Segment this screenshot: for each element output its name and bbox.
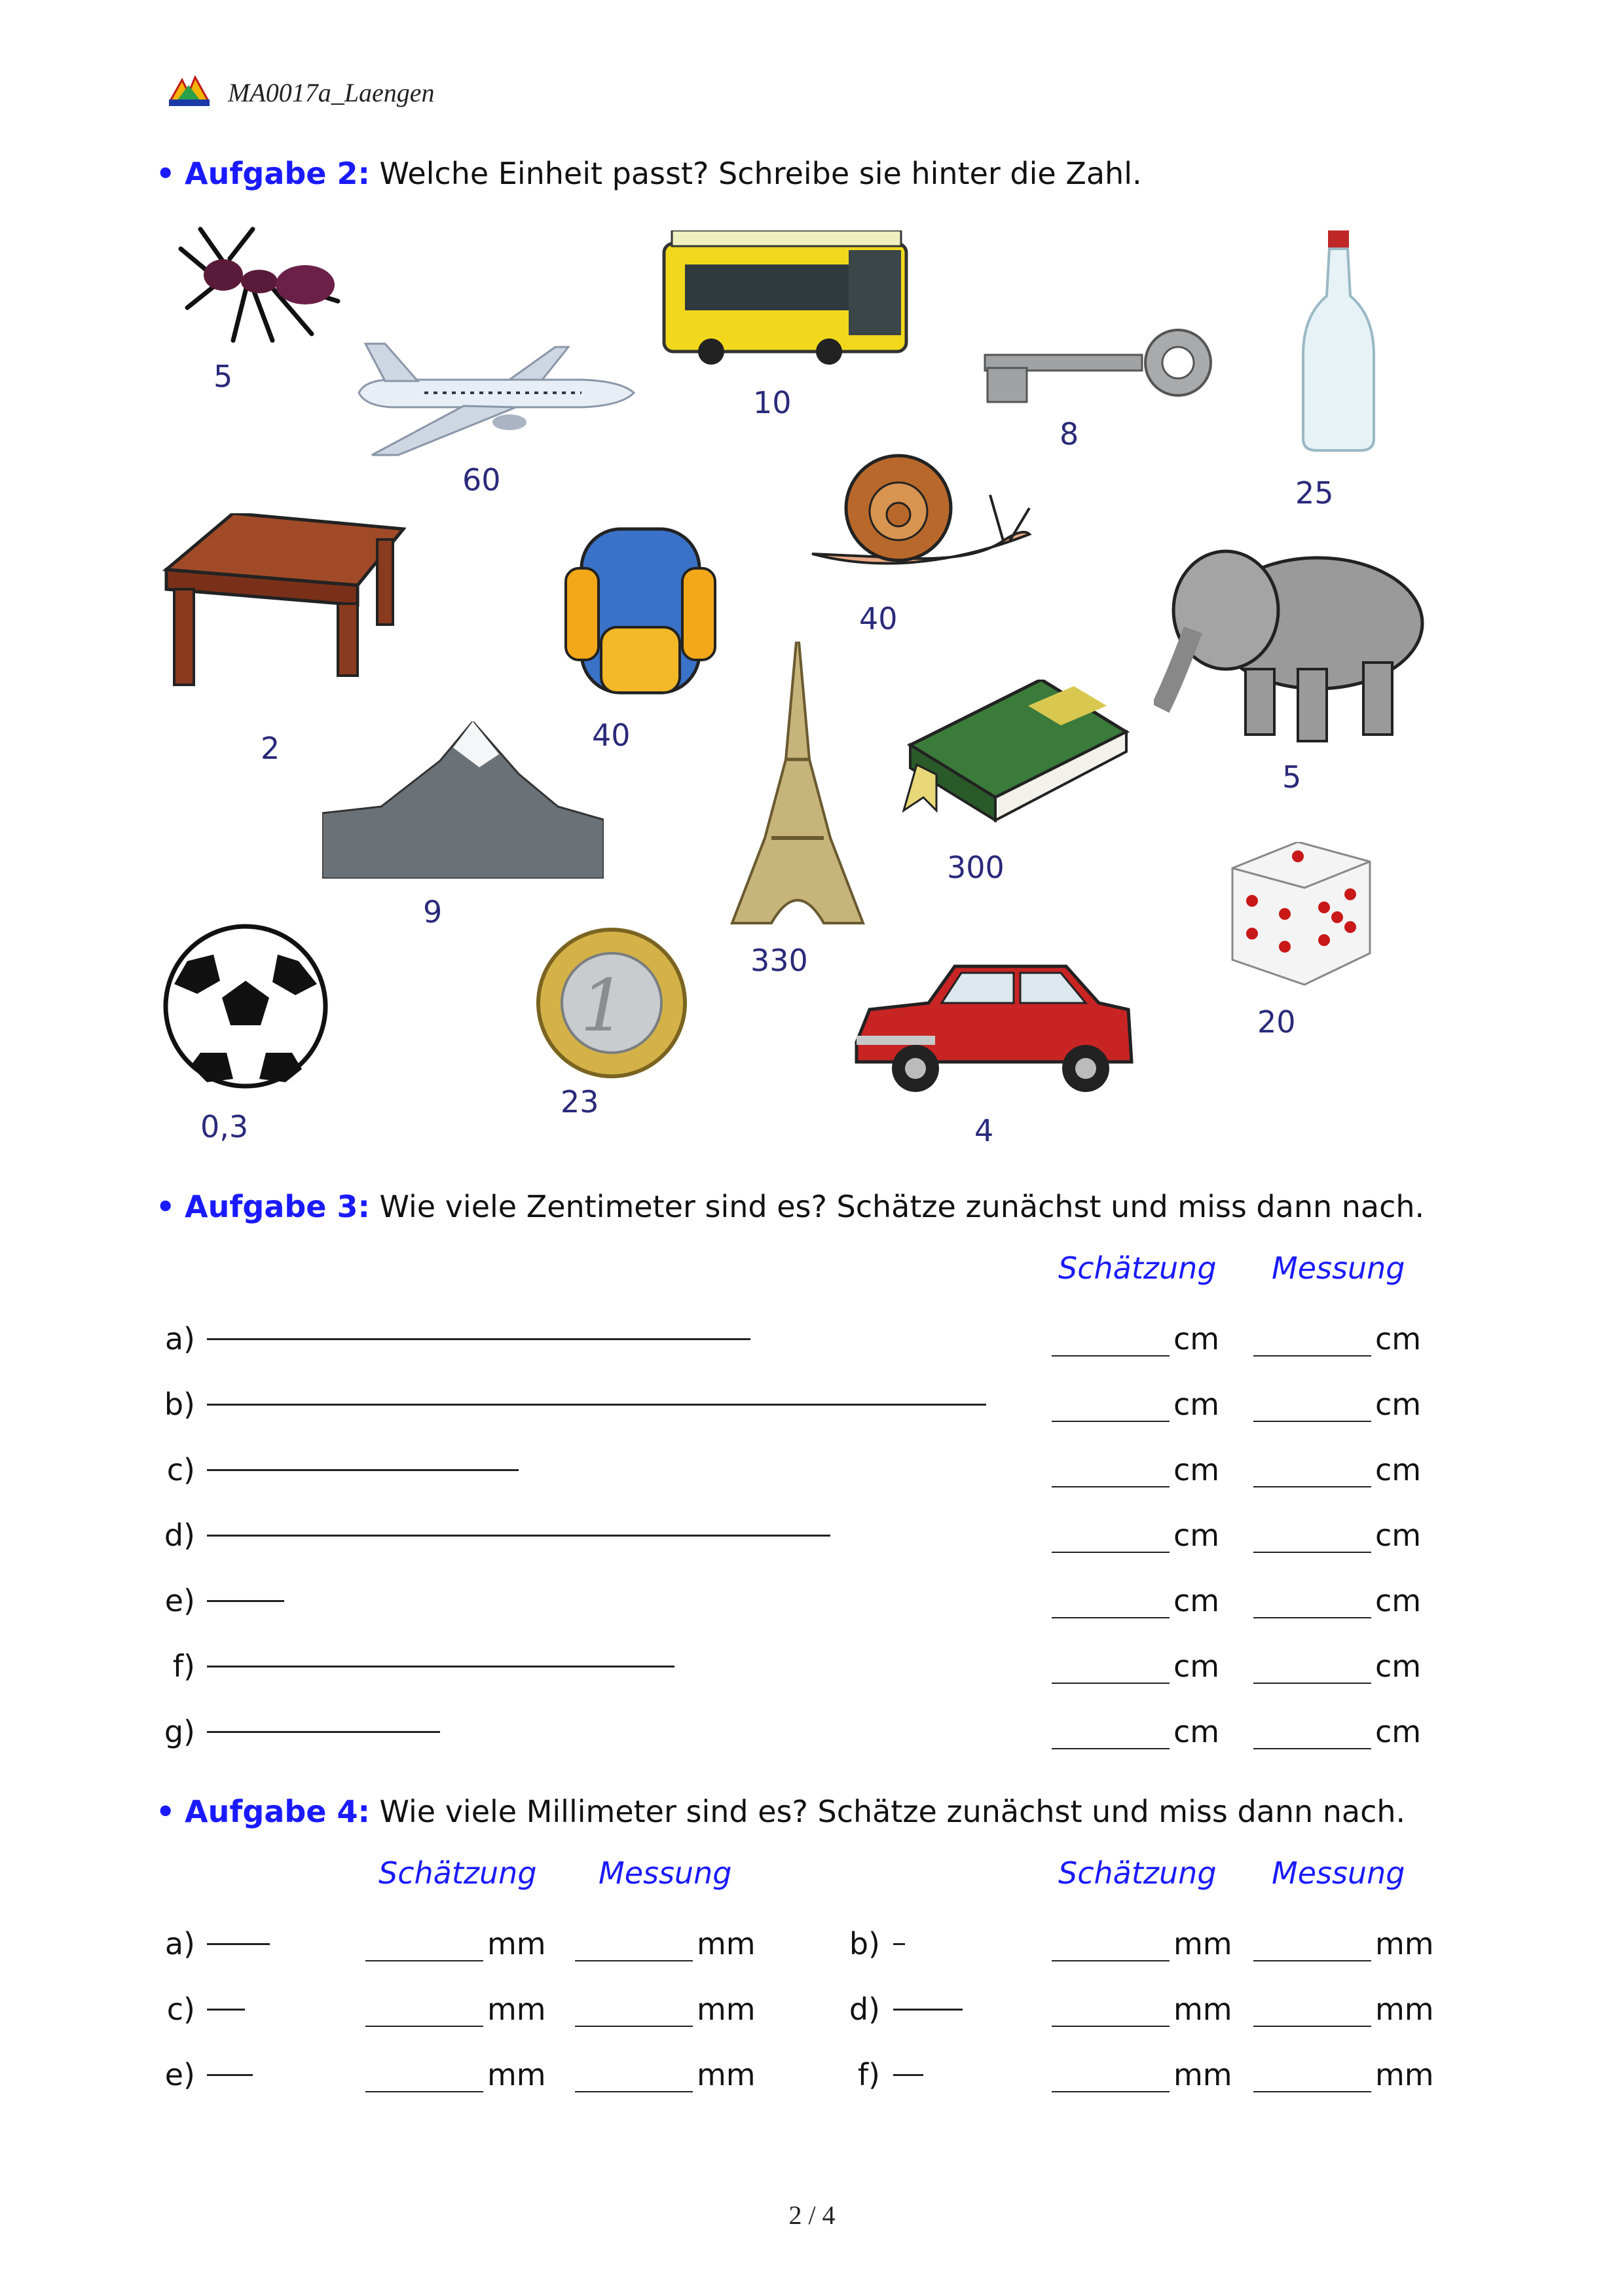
answer-blank[interactable] xyxy=(1253,1421,1371,1422)
unit-label: mm xyxy=(1173,2057,1232,2092)
car-number: 4 xyxy=(974,1113,994,1148)
line-4b xyxy=(893,1943,905,1945)
answer-blank[interactable] xyxy=(365,2091,483,2092)
answer-blank[interactable] xyxy=(575,2026,693,2027)
unit-label: cm xyxy=(1173,1452,1220,1487)
unit-label: mm xyxy=(487,1926,546,1961)
unit-label: cm xyxy=(1375,1714,1422,1749)
backpack-number: 40 xyxy=(592,718,631,753)
answer-blank[interactable] xyxy=(1253,1552,1371,1553)
line-f xyxy=(207,1666,674,1667)
mountain-number: 9 xyxy=(423,894,443,930)
elephant-number: 5 xyxy=(1282,759,1302,795)
line-4c xyxy=(207,2009,245,2011)
task4-label: Aufgabe 4: xyxy=(185,1794,370,1829)
task3-label: Aufgabe 3: xyxy=(185,1189,370,1224)
row-label: b) xyxy=(164,1387,195,1422)
task4-right-col-measure: Messung xyxy=(1272,1855,1405,1891)
table-picture xyxy=(161,513,406,686)
answer-blank[interactable] xyxy=(575,2091,693,2092)
dice-number: 20 xyxy=(1257,1004,1296,1040)
answer-blank[interactable] xyxy=(1253,1486,1371,1487)
answer-blank[interactable] xyxy=(1253,2091,1371,2092)
task4-left-col-measure: Messung xyxy=(599,1855,732,1891)
line-d xyxy=(207,1535,830,1537)
unit-label: cm xyxy=(1375,1518,1422,1553)
row-label: e) xyxy=(164,1583,195,1618)
bottle-number: 25 xyxy=(1295,475,1334,511)
unit-label: cm xyxy=(1375,1649,1422,1684)
answer-blank[interactable] xyxy=(575,1960,693,1961)
task4-instruction: Wie viele Millimeter sind es? Schätze zunächst und miss dann nach. xyxy=(379,1794,1406,1829)
task4-right-col-estimate: Schätzung xyxy=(1058,1855,1217,1891)
bottle-picture xyxy=(1298,230,1379,453)
book-picture xyxy=(897,680,1130,825)
answer-blank[interactable] xyxy=(1052,1355,1170,1357)
unit-label: mm xyxy=(697,1926,756,1961)
unit-label: mm xyxy=(487,1992,546,2027)
snail-picture xyxy=(807,449,1037,580)
unit-label: mm xyxy=(697,2057,756,2092)
line-g xyxy=(207,1731,440,1733)
unit-label: cm xyxy=(1173,1387,1220,1422)
answer-blank[interactable] xyxy=(1253,2026,1371,2027)
row-label: c) xyxy=(166,1452,195,1487)
line-a xyxy=(207,1338,750,1340)
line-c xyxy=(207,1469,519,1471)
answer-blank[interactable] xyxy=(1052,2026,1170,2027)
airplane-number: 60 xyxy=(462,462,501,498)
unit-label: cm xyxy=(1173,1583,1220,1618)
task3-col-measure: Messung xyxy=(1272,1250,1405,1286)
answer-blank[interactable] xyxy=(1052,1748,1170,1749)
row-label: c) xyxy=(166,1992,195,2027)
answer-blank[interactable] xyxy=(1253,1355,1371,1357)
unit-label: cm xyxy=(1375,1452,1422,1487)
task3-col-estimate: Schätzung xyxy=(1058,1250,1217,1286)
unit-label: mm xyxy=(1173,1926,1232,1961)
row-label: f) xyxy=(172,1649,195,1684)
row-label: e) xyxy=(164,2057,195,2092)
unit-label: cm xyxy=(1375,1321,1422,1357)
coin-number: 23 xyxy=(561,1084,599,1120)
airplane-picture xyxy=(346,340,640,458)
backpack-picture xyxy=(562,516,718,706)
answer-blank[interactable] xyxy=(1052,1960,1170,1961)
answer-blank[interactable] xyxy=(1052,2091,1170,2092)
line-4f xyxy=(893,2074,923,2076)
unit-label: mm xyxy=(487,2057,546,2092)
line-4e xyxy=(207,2074,253,2076)
document-title: MA0017a_Laengen xyxy=(228,78,435,107)
football-picture xyxy=(161,922,330,1091)
eiffel-tower-number: 330 xyxy=(750,943,808,978)
ant-picture xyxy=(161,223,351,347)
task2-instruction: Welche Einheit passt? Schreibe sie hinter die Zahl. xyxy=(379,156,1142,191)
row-label: d) xyxy=(164,1518,195,1553)
task3-instruction: Wie viele Zentimeter sind es? Schätze zunächst und miss dann nach. xyxy=(379,1189,1425,1224)
row-label: a) xyxy=(164,1321,195,1357)
unit-label: mm xyxy=(1375,2057,1434,2092)
answer-blank[interactable] xyxy=(1253,1748,1371,1749)
ant-number: 5 xyxy=(213,359,233,394)
book-number: 300 xyxy=(947,850,1005,885)
row-label: a) xyxy=(164,1926,195,1961)
car-picture xyxy=(850,957,1135,1099)
unit-label: cm xyxy=(1173,1321,1220,1357)
unit-label: mm xyxy=(1375,1926,1434,1961)
line-e xyxy=(207,1600,284,1602)
answer-blank[interactable] xyxy=(1253,1683,1371,1684)
unit-label: cm xyxy=(1375,1387,1422,1422)
line-4d xyxy=(893,2009,963,2011)
row-label: d) xyxy=(849,1992,880,2027)
task2-label: Aufgabe 2: xyxy=(185,156,370,191)
mountain-picture xyxy=(322,721,604,879)
row-label: g) xyxy=(164,1714,195,1749)
key-picture xyxy=(978,325,1221,409)
answer-blank[interactable] xyxy=(1052,1552,1170,1553)
lernwelt-logo xyxy=(168,73,211,107)
football-number: 0,3 xyxy=(200,1109,249,1144)
bullet: • xyxy=(156,1189,175,1224)
key-number: 8 xyxy=(1060,416,1079,452)
task4-left-col-estimate: Schätzung xyxy=(378,1855,537,1891)
bullet: • xyxy=(156,1794,175,1829)
bus-number: 10 xyxy=(753,385,792,420)
unit-label: mm xyxy=(697,1992,756,2027)
answer-blank[interactable] xyxy=(1052,1683,1170,1684)
table-number: 2 xyxy=(261,731,280,766)
answer-blank[interactable] xyxy=(1253,1617,1371,1618)
unit-label: mm xyxy=(1173,1992,1232,2027)
unit-label: cm xyxy=(1173,1649,1220,1684)
answer-blank[interactable] xyxy=(1253,1960,1371,1961)
answer-blank[interactable] xyxy=(1052,1421,1170,1422)
eiffel-tower-picture xyxy=(726,642,870,930)
unit-label: mm xyxy=(1375,1992,1434,2027)
unit-label: cm xyxy=(1173,1518,1220,1553)
elephant-picture xyxy=(1154,538,1434,746)
svg-text:1: 1 xyxy=(580,964,626,1048)
snail-number: 40 xyxy=(859,601,898,636)
task2-heading xyxy=(156,156,1142,191)
answer-blank[interactable] xyxy=(365,1960,483,1961)
dice-picture xyxy=(1226,842,1375,986)
unit-label: cm xyxy=(1375,1583,1422,1618)
answer-blank[interactable] xyxy=(1052,1617,1170,1618)
answer-blank[interactable] xyxy=(365,2026,483,2027)
bus-picture xyxy=(659,230,914,367)
line-b xyxy=(207,1404,986,1406)
unit-label: cm xyxy=(1173,1714,1220,1749)
answer-blank[interactable] xyxy=(1052,1486,1170,1487)
row-label: f) xyxy=(857,2057,880,2092)
bullet: • xyxy=(156,156,175,191)
line-4a xyxy=(207,1943,270,1945)
task4-heading xyxy=(156,1794,1405,1829)
row-label: b) xyxy=(849,1926,880,1961)
page-number: 2 / 4 xyxy=(788,2200,836,2230)
coin-picture xyxy=(534,926,689,1080)
task3-heading xyxy=(156,1189,1424,1224)
